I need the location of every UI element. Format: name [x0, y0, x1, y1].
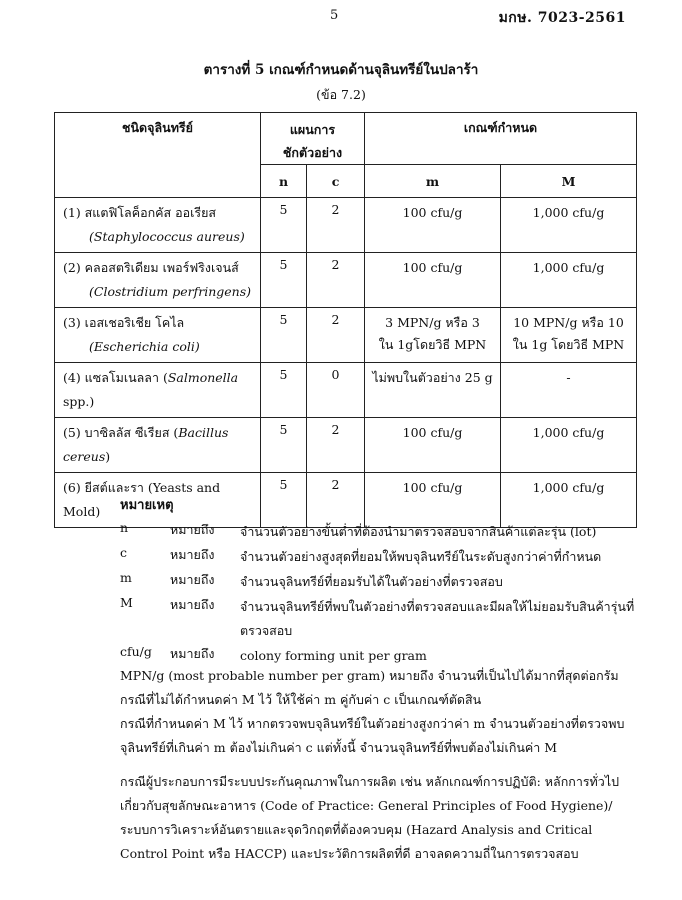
value-M-line1: 10 MPN/g หรือ 10: [513, 315, 624, 330]
value-m-line2: ใน 1gโดยวิธี MPN: [378, 337, 487, 352]
value-m: 100 cfu/g: [365, 418, 501, 473]
value-c: 2: [307, 308, 365, 363]
note-means: หมายถึง: [170, 572, 215, 587]
note-no-M-rule: กรณีที่ไม่ได้กำหนดค่า M ไว้ ให้ใช้ค่า m คู่กับค่า c เป็นเกณฑ์ตัดสิน: [120, 692, 482, 707]
table-row: [55, 198, 637, 253]
header-plan-line2: ชักตัวอย่าง: [282, 145, 343, 160]
header-m: m: [365, 165, 501, 198]
microbe-scientific-name: Salmonella: [167, 370, 239, 385]
header-sampling-plan: [261, 113, 365, 165]
note-means: หมายถึง: [170, 522, 215, 537]
microbial-criteria-table: [54, 112, 637, 528]
microbe-name: (6) ยีสต์และรา (Yeasts and Mold): [55, 473, 261, 528]
value-M: 1,000 cfu/g: [501, 418, 637, 473]
header-M: M: [501, 165, 637, 198]
microbe-scientific-name: (Escherichia coli): [89, 339, 200, 354]
microbe-scientific-name: (Staphylococcus aureus): [89, 229, 245, 244]
microbe-name-tail: ): [105, 449, 111, 464]
value-c: 0: [307, 363, 365, 418]
value-m: [365, 308, 501, 363]
value-m: ไม่พบในตัวอย่าง 25 g: [365, 363, 501, 418]
value-M: [501, 308, 637, 363]
note-quality-assurance: กรณีผู้ประกอบการมีระบบประกันคุณภาพในการผลิต เช่น หลักเกณฑ์การปฏิบัติ: หลักการทั่วไปเกี่ยวกับสุขลักษณะอาหาร (Code of Practice: General Principles of Food Hygiene)/ ระบบการวิเคราะห์อันตรายและจุดวิกฤตที่ต้องควบคุม (Hazard Analysis and Critical Control Point หรือ HACCP) และประวัติการผลิตที่ดี อาจลดความถี่ในการตรวจสอบ: [120, 774, 620, 861]
value-M: -: [501, 363, 637, 418]
table-row: [55, 418, 637, 473]
microbe-thai-name: (1) สแตฟิโลค็อกคัส ออเรียส: [63, 205, 217, 220]
header-c: c: [307, 165, 365, 198]
header-plan-line1: แผนการ: [289, 122, 336, 137]
value-c: 2: [307, 473, 365, 528]
header-microbe-type: ชนิดจุลินทรีย์: [55, 113, 261, 198]
value-n: 5: [261, 198, 307, 253]
note-with-M-rule: กรณีที่กำหนดค่า M ไว้ หากตรวจพบจุลินทรีย์ในตัวอย่างสูงกว่าค่า m จำนวนตัวอย่างที่ตรวจพบจุลินทรีย์ที่เกินค่า m ต้องไม่เกินค่า c แต่ทั้งนี้ จำนวนจุลินทรีย์ที่พบต้องไม่เกินค่า M: [120, 716, 625, 755]
microbe-name: [55, 363, 261, 418]
microbe-name-tail: spp.): [63, 394, 95, 409]
note-description: จำนวนตัวอย่างขั้นต่ำที่ต้องนำมาตรวจสอบจากสินค้าแต่ละรุ่น (lot): [240, 524, 597, 539]
table-subtitle: (ข้อ 7.2): [316, 87, 366, 102]
value-m-line1: 3 MPN/g หรือ 3: [385, 315, 480, 330]
value-m: 100 cfu/g: [365, 253, 501, 308]
value-n: 5: [261, 363, 307, 418]
page-number: 5: [330, 8, 339, 23]
table-row: [55, 253, 637, 308]
table-row: [55, 363, 637, 418]
value-n: 5: [261, 418, 307, 473]
note-mpn-definition: MPN/g (most probable number per gram) หมายถึง จำนวนที่เป็นไปได้มากที่สุดต่อกรัม: [120, 668, 619, 683]
microbe-thai-name: (3) เอสเชอริเชีย โคไล: [63, 315, 185, 330]
microbe-name: [55, 308, 261, 363]
header-criteria: เกณฑ์กำหนด: [365, 113, 637, 165]
microbe-thai-name: (2) คลอสตริเดียม เพอร์ฟริงเจนส์: [63, 260, 239, 275]
note-description: colony forming unit per gram: [240, 648, 427, 663]
value-n: 5: [261, 308, 307, 363]
table-row: [55, 308, 637, 363]
note-symbol: m: [120, 570, 132, 585]
value-m: 100 cfu/g: [365, 473, 501, 528]
microbe-scientific-name: (Clostridium perfringens): [89, 284, 252, 299]
value-m: 100 cfu/g: [365, 198, 501, 253]
note-means: หมายถึง: [170, 547, 215, 562]
value-c: 2: [307, 253, 365, 308]
header-n: n: [261, 165, 307, 198]
value-M: 1,000 cfu/g: [501, 198, 637, 253]
microbe-name: [55, 253, 261, 308]
note-symbol: n: [120, 520, 129, 535]
note-description: จำนวนจุลินทรีย์ที่ยอมรับได้ในตัวอย่างที่ตรวจสอบ: [240, 574, 503, 589]
table-title: ตารางที่ 5 เกณฑ์กำหนดด้านจุลินทรีย์ในปลาร้า: [203, 62, 479, 78]
microbe-scientific-name: Bacillus cereus: [63, 425, 229, 464]
microbe-thai-name: (4) แซลโมเนลลา (: [63, 370, 168, 385]
note-symbol: M: [120, 595, 133, 610]
value-M: 1,000 cfu/g: [501, 473, 637, 528]
value-n: 5: [261, 253, 307, 308]
microbe-name: [55, 418, 261, 473]
microbe-thai-name: (5) บาซิลลัส ซีเรียส (: [63, 425, 179, 440]
value-c: 2: [307, 198, 365, 253]
note-symbol: cfu/g: [120, 644, 152, 659]
value-M-line2: ใน 1g โดยวิธี MPN: [512, 337, 625, 352]
note-description: จำนวนตัวอย่างสูงสุดที่ยอมให้พบจุลินทรีย์ในระดับสูงกว่าค่าที่กำหนด: [240, 549, 602, 564]
value-n: 5: [261, 473, 307, 528]
value-c: 2: [307, 418, 365, 473]
document-code: มกษ. 7023-2561: [498, 10, 626, 26]
note-means: หมายถึง: [170, 597, 215, 612]
note-symbol: c: [120, 545, 128, 560]
note-description: จำนวนจุลินทรีย์ที่พบในตัวอย่างที่ตรวจสอบและมีผลให้ไม่ยอมรับสินค้ารุ่นที่ตรวจสอบ: [240, 599, 635, 638]
note-means: หมายถึง: [170, 646, 215, 661]
value-M: 1,000 cfu/g: [501, 253, 637, 308]
microbe-name: [55, 198, 261, 253]
notes-heading: หมายเหตุ: [120, 498, 174, 513]
